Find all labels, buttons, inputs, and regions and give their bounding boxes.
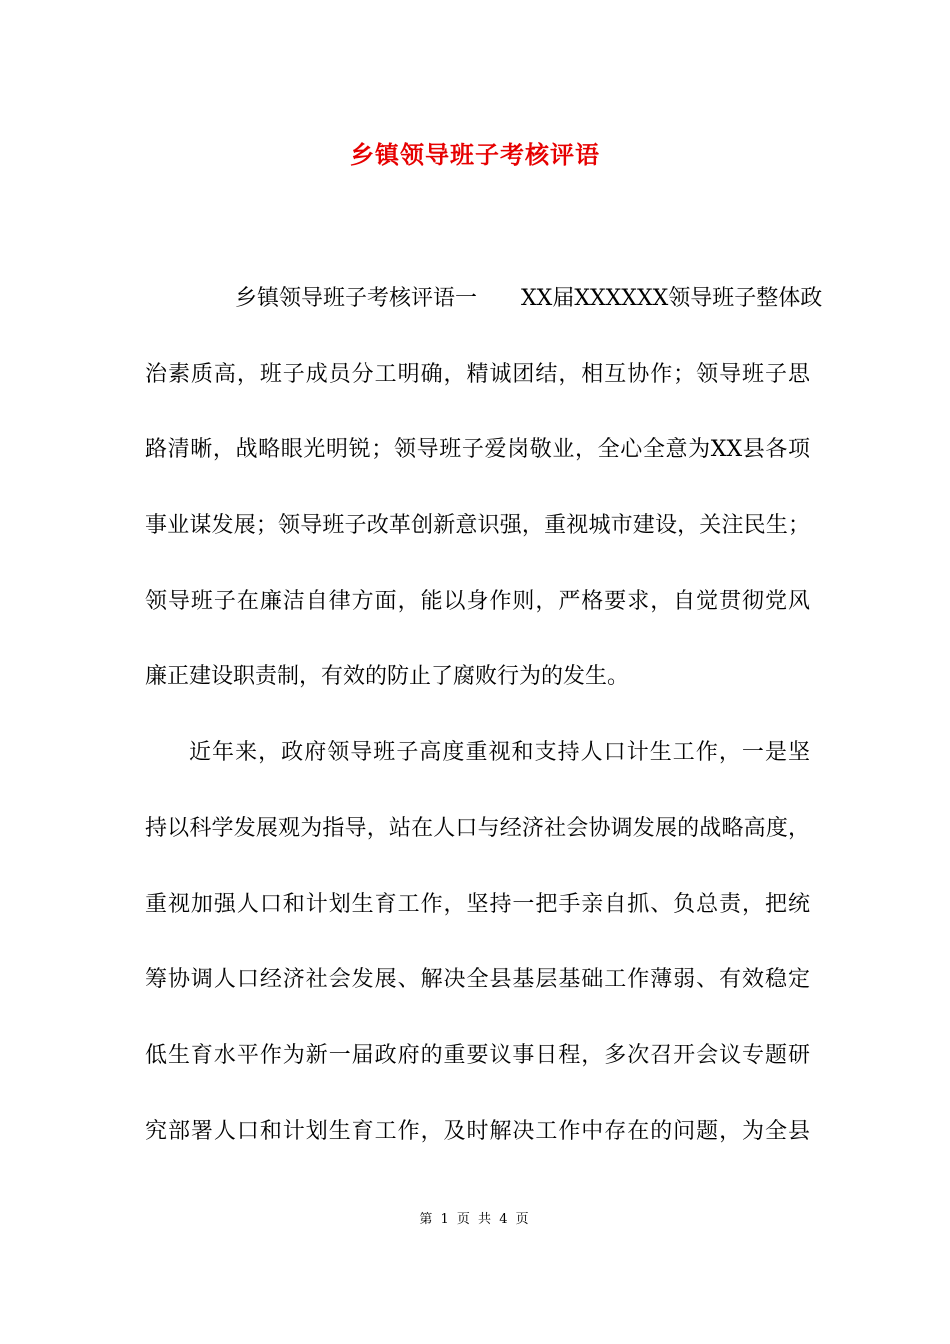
body-line: 重视加强人口和计划生育工作，坚持一把手亲自抓、负总责，把统 (145, 891, 810, 917)
body-line: 事业谋发展；领导班子改革创新意识强，重视城市建设，关注民生； (145, 513, 810, 539)
body-line: 近年来，政府领导班子高度重视和支持人口计生工作，一是坚 (189, 740, 810, 766)
body-line: 领导班子在廉洁自律方面，能以身作则，严格要求，自觉贯彻党风 (145, 588, 810, 614)
body-line: 低生育水平作为新一届政府的重要议事日程，多次召开会议专题研 (145, 1042, 810, 1068)
body-line: 乡镇领导班子考核评语一 XX届XXXXXX领导班子整体政 (235, 286, 823, 311)
body-line: 究部署人口和计划生育工作，及时解决工作中存在的问题，为全县 (145, 1118, 810, 1144)
document-body (145, 280, 823, 1188)
body-line: 治素质高，班子成员分工明确，精诚团结，相互协作；领导班子思 (145, 361, 810, 387)
body-line: 筹协调人口经济社会发展、解决全县基层基础工作薄弱、有效稳定 (145, 967, 810, 993)
page-number-footer: 第 1 页 共 4 页 (419, 1212, 531, 1227)
body-line: 路清晰，战略眼光明锐；领导班子爱岗敬业，全心全意为XX县各项 (145, 437, 810, 463)
document-title: 乡镇领导班子考核评语 (350, 140, 600, 169)
body-line: 廉正建设职责制，有效的防止了腐败行为的发生。 (145, 664, 630, 690)
body-line: 持以科学发展观为指导，站在人口与经济社会协调发展的战略高度， (145, 815, 810, 841)
